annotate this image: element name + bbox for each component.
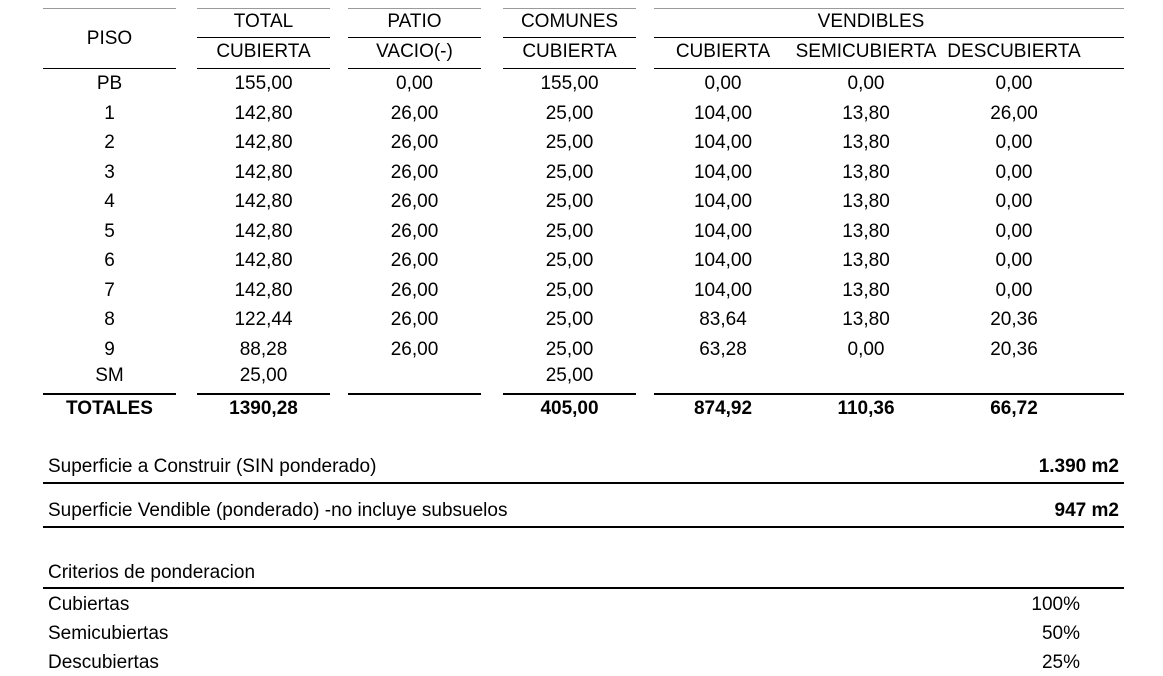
cell-piso: 3 xyxy=(104,162,115,183)
header-vendibles-cubierta: CUBIERTA xyxy=(675,41,771,62)
cell-vendible-descubierta: 20,36 xyxy=(990,309,1038,330)
cell-comunes-cubierta: 25,00 xyxy=(545,309,594,330)
cell-comunes-cubierta: 25,00 xyxy=(545,191,594,212)
cell-vendible-semicubierta: 0,00 xyxy=(847,339,885,360)
criteria-item-descubiertas-value: 25% xyxy=(1041,652,1080,673)
cell-vendible-descubierta: 26,00 xyxy=(990,103,1038,124)
header-comunes-bottom: CUBIERTA xyxy=(522,41,617,62)
criteria-item-cubiertas-value: 100% xyxy=(1031,594,1080,615)
cell-total-cubierta: 122,44 xyxy=(234,309,293,330)
header-vendibles-top: VENDIBLES xyxy=(817,11,925,32)
cell-piso: 5 xyxy=(104,221,115,242)
cell-patio-vacio: 26,00 xyxy=(390,250,439,271)
cell-vendible-descubierta: 0,00 xyxy=(995,280,1033,301)
cell-comunes-cubierta: 25,00 xyxy=(545,221,594,242)
cell-vendible-semicubierta: 13,80 xyxy=(842,191,890,212)
cell-vendible-descubierta: 0,00 xyxy=(995,132,1033,153)
cell-total-cubierta: 142,80 xyxy=(234,221,293,242)
header-total-top: TOTAL xyxy=(233,11,294,32)
cell-vendible-cubierta: 104,00 xyxy=(693,221,753,242)
header-piso: PISO xyxy=(86,28,133,49)
cell-total-cubierta: 25,00 xyxy=(239,365,288,386)
cell-patio-vacio: 26,00 xyxy=(390,339,439,360)
cell-vendible-semicubierta: 13,80 xyxy=(842,280,890,301)
header-patio-bottom: VACIO(-) xyxy=(376,41,453,62)
header-comunes-top: COMUNES xyxy=(520,11,619,32)
cell-vendible-descubierta: 0,00 xyxy=(995,162,1033,183)
cell-vendible-cubierta: 104,00 xyxy=(693,280,753,301)
cell-patio-vacio: 26,00 xyxy=(390,221,439,242)
header-total-bottom: CUBIERTA xyxy=(216,41,311,62)
totals-comunes: 405,00 xyxy=(540,398,599,419)
cell-vendible-semicubierta: 13,80 xyxy=(842,250,890,271)
cell-comunes-cubierta: 25,00 xyxy=(545,162,594,183)
criteria-item-cubiertas-label: Cubiertas xyxy=(48,594,130,615)
criteria-title: Criterios de ponderacion xyxy=(48,562,256,583)
cell-total-cubierta: 142,80 xyxy=(234,250,293,271)
cell-piso: 9 xyxy=(104,339,115,360)
cell-total-cubierta: 142,80 xyxy=(234,132,293,153)
totals-descubierta: 66,72 xyxy=(990,398,1038,419)
cell-vendible-cubierta: 104,00 xyxy=(693,250,753,271)
criteria-item-semicubiertas-value: 50% xyxy=(1041,623,1080,644)
cell-comunes-cubierta: 25,00 xyxy=(545,339,594,360)
cell-vendible-descubierta: 0,00 xyxy=(995,73,1033,94)
cell-vendible-semicubierta: 0,00 xyxy=(847,73,885,94)
totals-total: 1390,28 xyxy=(229,398,298,419)
cell-piso: 2 xyxy=(104,132,115,153)
cell-patio-vacio: 26,00 xyxy=(390,103,439,124)
cell-patio-vacio: 26,00 xyxy=(390,132,439,153)
cell-vendible-semicubierta: 13,80 xyxy=(842,309,890,330)
superficie-construir-value: 1.390 m2 xyxy=(1038,456,1119,477)
totals-cubierta: 874,92 xyxy=(693,398,753,419)
superficie-vendible-value: 947 m2 xyxy=(1054,500,1119,521)
criteria-item-semicubiertas-label: Semicubiertas xyxy=(48,623,169,644)
cell-comunes-cubierta: 25,00 xyxy=(545,250,594,271)
cell-vendible-cubierta: 104,00 xyxy=(693,191,753,212)
cell-vendible-cubierta: 104,00 xyxy=(693,103,753,124)
cell-patio-vacio: 26,00 xyxy=(390,309,439,330)
cell-total-cubierta: 88,28 xyxy=(239,339,288,360)
cell-patio-vacio: 26,00 xyxy=(390,191,439,212)
cell-vendible-semicubierta: 13,80 xyxy=(842,221,890,242)
cell-piso: 6 xyxy=(104,250,115,271)
cell-comunes-cubierta: 155,00 xyxy=(540,73,599,94)
cell-vendible-cubierta: 104,00 xyxy=(693,162,753,183)
cell-vendible-semicubierta: 13,80 xyxy=(842,103,890,124)
cell-piso: 1 xyxy=(104,103,115,124)
cell-comunes-cubierta: 25,00 xyxy=(545,132,594,153)
cell-vendible-semicubierta: 13,80 xyxy=(842,132,890,153)
totals-label: TOTALES xyxy=(66,398,153,419)
cell-piso: 4 xyxy=(104,191,115,212)
cell-piso: 8 xyxy=(104,309,115,330)
cell-patio-vacio: 26,00 xyxy=(390,280,439,301)
cell-vendible-cubierta: 63,28 xyxy=(699,339,747,360)
header-vendibles-semicubierta: SEMICUBIERTA xyxy=(795,41,937,62)
cell-total-cubierta: 142,80 xyxy=(234,162,293,183)
cell-patio-vacio: 0,00 xyxy=(396,73,433,94)
cell-total-cubierta: 142,80 xyxy=(234,191,293,212)
header-patio-top: PATIO xyxy=(387,11,442,32)
cell-piso: PB xyxy=(96,73,123,94)
cell-piso: 7 xyxy=(104,280,115,301)
cell-total-cubierta: 142,80 xyxy=(234,103,293,124)
cell-vendible-descubierta: 0,00 xyxy=(995,191,1033,212)
superficie-construir-label: Superficie a Construir (SIN ponderado) xyxy=(48,456,377,477)
superficie-vendible-label: Superficie Vendible (ponderado) -no incluye subsuelos xyxy=(48,500,508,521)
cell-vendible-cubierta: 0,00 xyxy=(704,73,742,94)
cell-vendible-descubierta: 20,36 xyxy=(990,339,1038,360)
cell-vendible-descubierta: 0,00 xyxy=(995,221,1033,242)
header-vendibles-descubierta: DESCUBIERTA xyxy=(947,41,1081,62)
cell-total-cubierta: 142,80 xyxy=(234,280,293,301)
criteria-item-descubiertas-label: Descubiertas xyxy=(48,652,159,673)
cell-vendible-descubierta: 0,00 xyxy=(995,250,1033,271)
cell-comunes-cubierta: 25,00 xyxy=(545,365,594,386)
totals-semicubierta: 110,36 xyxy=(837,398,895,419)
cell-vendible-semicubierta: 13,80 xyxy=(842,162,890,183)
cell-vendible-cubierta: 83,64 xyxy=(699,309,747,330)
cell-total-cubierta: 155,00 xyxy=(234,73,293,94)
cell-comunes-cubierta: 25,00 xyxy=(545,103,594,124)
cell-vendible-cubierta: 104,00 xyxy=(693,132,753,153)
cell-patio-vacio: 26,00 xyxy=(390,162,439,183)
cell-comunes-cubierta: 25,00 xyxy=(545,280,594,301)
cell-piso: SM xyxy=(95,365,124,386)
